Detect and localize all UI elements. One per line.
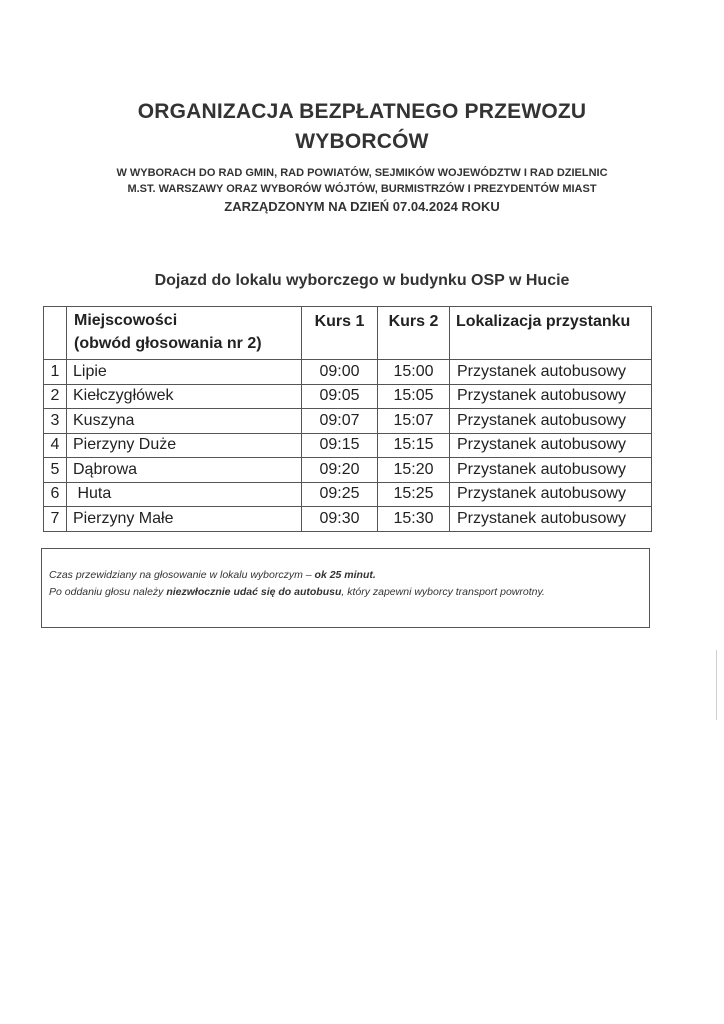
table-row [44, 433, 652, 458]
row-stop-location: Przystanek autobusowy [450, 360, 652, 385]
row-stop-location: Przystanek autobusowy [450, 433, 652, 458]
row-locality-text: Huta [77, 485, 112, 503]
document-subtitle-date: ZARZĄDZONYM NA DZIEŃ 07.04.2024 ROKU [224, 199, 500, 214]
header-stop-location: Lokalizacja przystanku [450, 307, 652, 360]
table-row [44, 409, 652, 434]
note-voting-time [49, 569, 376, 581]
note-return-post: , który zapewni wyborcy transport powrotny. [341, 586, 545, 598]
row-number: 2 [44, 384, 67, 409]
header-kurs-2: Kurs 2 [378, 307, 450, 360]
row-number: 5 [44, 458, 67, 483]
document-title-line-1: ORGANIZACJA BEZPŁATNEGO PRZEWOZU [137, 100, 587, 123]
row-kurs-2: 15:00 [378, 360, 450, 385]
note-return-instructions [49, 586, 545, 598]
table-header-row [44, 307, 652, 360]
row-locality: Dąbrowa [67, 458, 302, 483]
row-stop-location: Przystanek autobusowy [450, 458, 652, 483]
transport-schedule-table [43, 306, 652, 532]
table-row [44, 384, 652, 409]
row-kurs-2: 15:05 [378, 384, 450, 409]
row-number: 7 [44, 507, 67, 532]
table-row [44, 360, 652, 385]
header-district-label: (obwód głosowania nr 2) [74, 335, 262, 352]
note-return-emphasis: niezwłocznie udać się do autobusu [166, 586, 342, 598]
header-localities-label: Miejscowości [74, 312, 178, 329]
row-number: 3 [44, 409, 67, 434]
row-kurs-1: 09:07 [302, 409, 378, 434]
document-subtitle-line-1: W WYBORACH DO RAD GMIN, RAD POWIATÓW, SEJMIKÓW WOJEWÓDZTW I RAD DZIELNIC [116, 167, 608, 179]
row-kurs-1: 09:25 [302, 482, 378, 507]
document-subtitle-line-2: M.ST. WARSZAWY ORAZ WYBORÓW WÓJTÓW, BURMISTRZÓW I PREZYDENTÓW MIAST [127, 183, 597, 195]
document-title-line-2: WYBORCÓW [295, 130, 429, 153]
table-row [44, 458, 652, 483]
header-localities [67, 307, 302, 360]
section-title: Dojazd do lokalu wyborczego w budynku OSP w Hucie [154, 272, 570, 289]
row-number: 1 [44, 360, 67, 385]
note-voting-time-value: ok 25 minut. [314, 569, 376, 581]
row-stop-location: Przystanek autobusowy [450, 384, 652, 409]
row-locality: Pierzyny Małe [67, 507, 302, 532]
note-return-pre: Po oddaniu głosu należy [49, 586, 167, 598]
row-locality [67, 482, 302, 507]
table-row [44, 507, 652, 532]
row-locality: Pierzyny Duże [67, 433, 302, 458]
row-number: 4 [44, 433, 67, 458]
header-number [44, 307, 67, 360]
row-kurs-2: 15:30 [378, 507, 450, 532]
header-kurs-1: Kurs 1 [302, 307, 378, 360]
row-locality: Kiełczygłówek [67, 384, 302, 409]
row-kurs-2: 15:15 [378, 433, 450, 458]
row-stop-location: Przystanek autobusowy [450, 482, 652, 507]
row-locality: Lipie [67, 360, 302, 385]
row-stop-location: Przystanek autobusowy [450, 409, 652, 434]
row-kurs-2: 15:07 [378, 409, 450, 434]
info-note-box [41, 548, 650, 628]
row-kurs-1: 09:20 [302, 458, 378, 483]
note-voting-time-text: Czas przewidziany na głosowanie w lokalu wyborczym – [49, 569, 315, 581]
row-kurs-1: 09:05 [302, 384, 378, 409]
row-locality: Kuszyna [67, 409, 302, 434]
scan-edge-mark [716, 650, 717, 720]
row-number: 6 [44, 482, 67, 507]
row-kurs-2: 15:25 [378, 482, 450, 507]
row-kurs-1: 09:00 [302, 360, 378, 385]
table-row [44, 482, 652, 507]
row-kurs-1: 09:30 [302, 507, 378, 532]
row-stop-location: Przystanek autobusowy [450, 507, 652, 532]
row-kurs-1: 09:15 [302, 433, 378, 458]
row-kurs-2: 15:20 [378, 458, 450, 483]
